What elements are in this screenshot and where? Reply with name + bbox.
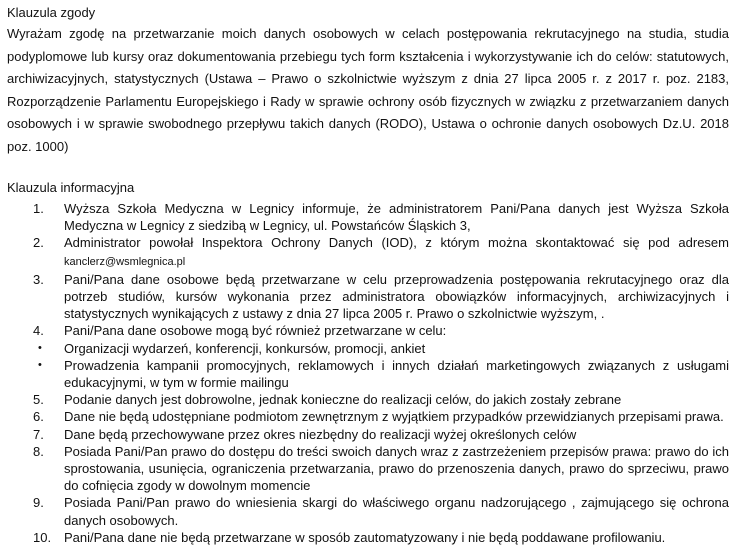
bullet-item <box>7 340 729 357</box>
list-item-text: Prowadzenia kampanii promocyjnych, reklamowych i innych działań marketingowych związanych z usługami edukacyjnymi, w tym w formie mailingu <box>64 357 729 391</box>
list-item-text: Posiada Pani/Pan prawo do dostępu do treści swoich danych wraz z zastrzeżeniem przepisów prawa: prawo do ich sprostowania, usunięcia, ograniczenia przetwarzania, prawo do przenoszenia danych, prawo do sprzeciwu, prawo do cofnięcia zgody w dowolnym momencie <box>64 443 729 494</box>
list-item-text: Organizacji wydarzeń, konferencji, konkursów, promocji, ankiet <box>64 340 426 356</box>
list-marker: 8. <box>33 443 44 459</box>
list-marker: 6. <box>33 409 44 425</box>
consent-heading: Klauzula zgody <box>7 5 96 20</box>
bullet-marker: • <box>38 358 42 371</box>
list-marker: 4. <box>33 323 44 339</box>
list-marker: 5. <box>33 392 44 408</box>
list-item-text: Pani/Pana dane osobowe będą przetwarzane w celu przeprowadzenia postępowania rekrutacyjnego oraz dla potrzeb studiów, kursów wykonania przez administratora obowiązków informacyjnych, archiwizacyjnych i statystycznych wynikających z ustawy z dnia 27 lipca 2005 r. Prawo o szkolnictwie wyższym, . <box>64 271 729 322</box>
list-marker: 9. <box>33 495 44 511</box>
list-item-text: Dane nie będą udostępniane podmiotom zewnętrznym z wyjątkiem przypadków przewidzianych przepisami prawa. <box>64 409 724 425</box>
list-marker: 10. <box>33 529 52 545</box>
list-item <box>7 408 729 425</box>
list-item <box>7 391 729 408</box>
list-item-text: Dane będą przechowywane przez okres niezbędny do realizacji wyżej określonych celów <box>64 426 577 442</box>
list-item <box>7 494 729 528</box>
list-item-text: Pani/Pana dane nie będą przetwarzane w sposób zautomatyzowany i nie będą poddawane profilowaniu. <box>64 529 666 545</box>
list-item <box>7 200 729 234</box>
list-item-text: Administrator powołał Inspektora Ochrony Danych (IOD), z którym można skontaktować się pod adresem <box>64 235 729 251</box>
list-item-text: Posiada Pani/Pan prawo do wniesienia skargi do właściwego organu nadzorującego , zajmującego się ochrona danych osobowych. <box>64 495 729 528</box>
list-marker: 7. <box>33 426 44 442</box>
bullet-marker: • <box>38 341 42 354</box>
list-marker: 1. <box>33 201 44 216</box>
list-marker: 3. <box>33 271 44 287</box>
list-item <box>7 322 729 339</box>
document <box>7 4 729 546</box>
list-item-text: Pani/Pana dane osobowe mogą być również przetwarzane w celu: <box>64 323 447 339</box>
info-list <box>7 200 729 546</box>
consent-text: Wyrażam zgodę na przetwarzanie moich danych osobowych w celach postępowania rekrutacyjnego na studia, studia podyplomowe lub kursy oraz dokumentowania przebiegu tych form kształcenia i wykorzystywanie ich do celów: statutowych, archiwizacyjnych, statystycznych (Ustawa – Prawo o szkolnictwie wyższym z dnia 27 lipca 2005 r. z 2017 r. poz. 2183, Rozporządzenie Parlamentu Europejskiego i Rady w sprawie ochrony osób fizycznych w związku z przetwarzaniem danych osobowych i w sprawie swobodnego przepływu takich danych (RODO), Ustawa o ochronie danych osobowych Dz.U. 2018 poz. 1000) <box>7 26 729 154</box>
info-heading: Klauzula informacyjna <box>7 180 135 195</box>
list-item <box>7 234 729 270</box>
list-item <box>7 529 729 546</box>
bullet-item <box>7 357 729 391</box>
list-item <box>7 426 729 443</box>
list-item <box>7 271 729 323</box>
list-item-text: Wyższa Szkoła Medyczna w Legnicy informuje, że administratorem Pani/Pana danych jest Wyższa Szkoła Medyczna w Legnicy z siedzibą w Legnicy, ul. Powstańców Śląskich 3, <box>64 201 729 234</box>
list-marker: 2. <box>33 235 44 251</box>
list-item-text: Podanie danych jest dobrowolne, jednak konieczne do realizacji celów, do jakich zostały zebrane <box>64 392 622 408</box>
list-item <box>7 443 729 495</box>
iod-email: kanclerz@wsmlegnica.pl <box>64 255 186 268</box>
